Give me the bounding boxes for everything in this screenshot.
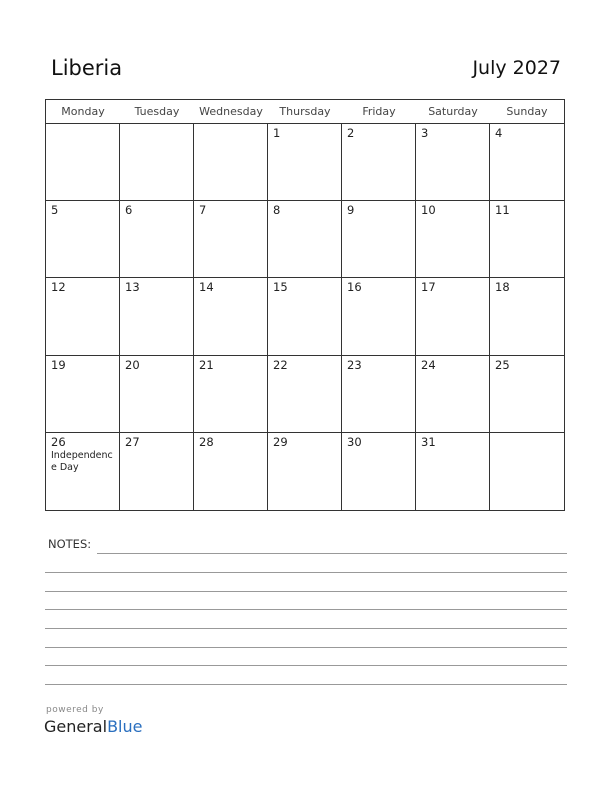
day-number: 16 [347, 280, 362, 295]
brand-name-part1: General [44, 717, 108, 736]
day-cell-23[interactable] [342, 356, 416, 433]
weekday-header-saturday: Saturday [416, 100, 490, 124]
day-number: 9 [347, 203, 355, 218]
day-number: 13 [125, 280, 140, 295]
day-cell-15[interactable] [268, 278, 342, 355]
day-number: 1 [273, 126, 281, 140]
empty-day-cell[interactable] [194, 124, 268, 201]
day-cell-29[interactable] [268, 433, 342, 510]
day-cell-18[interactable] [490, 278, 564, 355]
calendar-country-title: Liberia [51, 56, 123, 80]
day-cell-9[interactable] [342, 201, 416, 278]
day-cell-30[interactable] [342, 433, 416, 510]
empty-day-cell[interactable] [120, 124, 194, 201]
day-number: 30 [347, 434, 362, 449]
weekday-header-friday: Friday [342, 100, 416, 124]
day-number: 18 [495, 280, 510, 295]
day-cell-25[interactable] [490, 356, 564, 433]
day-number: 5 [51, 203, 59, 218]
day-number: 20 [125, 357, 140, 372]
day-number: 10 [421, 203, 436, 218]
empty-day-cell[interactable] [490, 433, 564, 510]
notes-line [45, 684, 567, 685]
day-number: 27 [125, 434, 140, 449]
day-cell-11[interactable] [490, 201, 564, 278]
notes-line [45, 609, 567, 610]
calendar-month-title: July 2027 [472, 57, 561, 79]
day-cell-22[interactable] [268, 356, 342, 433]
notes-line [97, 553, 567, 554]
weekday-header-thursday: Thursday [268, 100, 342, 124]
day-cell-6[interactable] [120, 201, 194, 278]
empty-day-cell[interactable] [46, 124, 120, 201]
day-number: 26 [51, 434, 66, 449]
day-cell-26[interactable] [46, 433, 120, 510]
day-cell-20[interactable] [120, 356, 194, 433]
day-number: 31 [421, 434, 436, 449]
notes-line [45, 572, 567, 573]
day-cell-16[interactable] [342, 278, 416, 355]
day-cell-31[interactable] [416, 433, 490, 510]
day-number: 17 [421, 280, 436, 295]
day-cell-24[interactable] [416, 356, 490, 433]
day-cell-27[interactable] [120, 433, 194, 510]
day-cell-21[interactable] [194, 356, 268, 433]
day-number: 25 [495, 357, 510, 372]
day-number: 22 [273, 357, 288, 372]
day-number: 7 [199, 203, 207, 218]
day-cell-14[interactable] [194, 278, 268, 355]
brand-name-part2: Blue [107, 717, 143, 736]
weekday-header-wednesday: Wednesday [194, 100, 268, 124]
weekday-header-sunday: Sunday [490, 100, 564, 124]
day-cell-5[interactable] [46, 201, 120, 278]
day-number: 29 [273, 434, 288, 449]
powered-by-text: powered by [46, 705, 104, 715]
day-number: 14 [199, 280, 214, 295]
day-cell-12[interactable] [46, 278, 120, 355]
calendar-grid [45, 99, 565, 511]
day-number: 15 [273, 280, 288, 295]
weekday-header-monday: Monday [46, 100, 120, 124]
day-cell-10[interactable] [416, 201, 490, 278]
day-number: 11 [495, 203, 510, 218]
day-cell-7[interactable] [194, 201, 268, 278]
day-cell-4[interactable] [490, 124, 564, 201]
day-number: 23 [347, 357, 362, 372]
day-number: 19 [51, 357, 66, 372]
day-number: 3 [421, 126, 429, 140]
day-cell-1[interactable] [268, 124, 342, 201]
day-number: 12 [51, 280, 66, 295]
day-number: 6 [125, 203, 133, 218]
weekday-header-tuesday: Tuesday [120, 100, 194, 124]
day-cell-19[interactable] [46, 356, 120, 433]
notes-label: NOTES: [48, 537, 92, 551]
day-cell-3[interactable] [416, 124, 490, 201]
notes-line [45, 665, 567, 666]
day-number: 4 [495, 126, 503, 140]
day-number: 21 [199, 357, 214, 372]
day-cell-28[interactable] [194, 433, 268, 510]
day-cell-13[interactable] [120, 278, 194, 355]
day-number: 8 [273, 203, 281, 218]
day-cell-17[interactable] [416, 278, 490, 355]
day-number: 28 [199, 434, 214, 449]
notes-line [45, 591, 567, 592]
day-number: 2 [347, 126, 355, 140]
day-cell-2[interactable] [342, 124, 416, 201]
notes-line [45, 647, 567, 648]
holiday-label: Independence Day [51, 449, 113, 473]
notes-line [45, 628, 567, 629]
day-number: 24 [421, 357, 436, 372]
day-cell-8[interactable] [268, 201, 342, 278]
generalblue-logo[interactable] [44, 717, 142, 736]
